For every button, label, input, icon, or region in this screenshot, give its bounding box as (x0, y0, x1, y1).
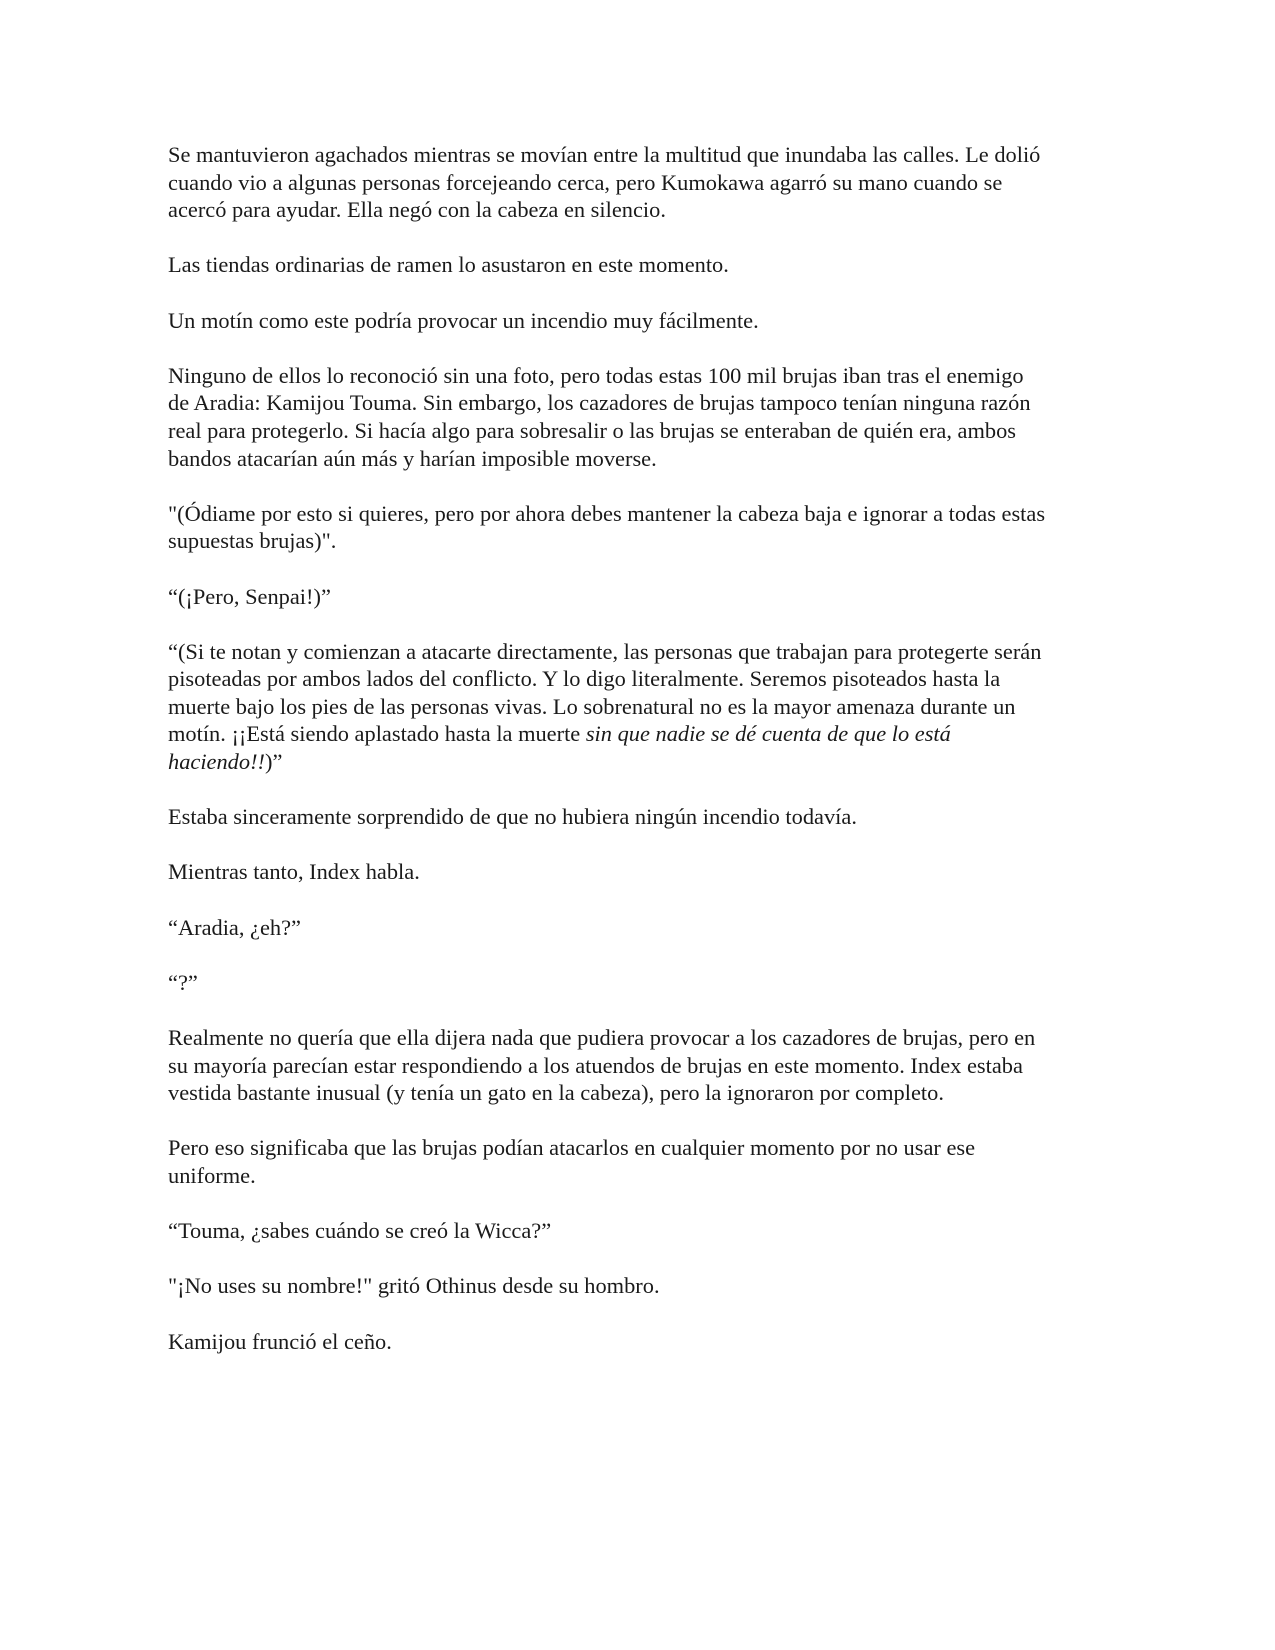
paragraph: “?” (168, 969, 198, 995)
paragraph: Pero eso significaba que las brujas podían atacarlos en cualquier momento por no usar ese uniforme. (168, 1135, 976, 1188)
paragraph: Mientras tanto, Index habla. (168, 859, 420, 885)
paragraph: Estaba sinceramente sorprendido de que no hubiera ningún incendio todavía. (168, 804, 857, 830)
paragraph: Ninguno de ellos lo reconoció sin una foto, pero todas estas 100 mil brujas iban tras el enemigo de Aradia: Kamijou Touma. Sin embargo, los cazadores de brujas tampoco tenían ninguna razón real para protegerlo. Si hacía algo para sobresalir o las brujas se enteraban de quién era, ambos bandos atacarían aún más y harían imposible moverse. (168, 362, 1031, 471)
paragraph: "(Ódiame por esto si quieres, pero por ahora debes mantener la cabeza baja e ignorar a todas estas supuestas brujas)". (168, 500, 1046, 554)
paragraph: “(¡Pero, Senpai!)” (168, 583, 331, 609)
paragraph: Se mantuvieron agachados mientras se movían entre la multitud que inundaba las calles. Le dolió cuando vio a algunas personas forcejeando cerca, pero Kumokawa agarró su mano cuando se acercó para ayudar. Ella negó con la cabeza en silencio. (168, 142, 1041, 223)
paragraph: Las tiendas ordinarias de ramen lo asustaron en este momento. (168, 252, 729, 278)
paragraph: “Touma, ¿sabes cuándo se creó la Wicca?” (168, 1218, 552, 1244)
paragraph: "¡No uses su nombre!" gritó Othinus desde su hombro. (168, 1273, 660, 1299)
paragraph-text-end: )” (265, 749, 283, 775)
paragraph: Realmente no quería que ella dijera nada que pudiera provocar a los cazadores de brujas, pero en su mayoría parecían estar respondiendo a los atuendos de brujas en este momento. Index estaba vestida bastante inusual (y tenía un gato en la cabeza), pero la ignoraron por completo. (168, 1025, 1036, 1106)
paragraph: “Aradia, ¿eh?” (168, 914, 301, 940)
document-page (168, 141, 1048, 1383)
paragraph (168, 638, 1048, 776)
paragraph: Un motín como este podría provocar un incendio muy fácilmente. (168, 307, 759, 333)
paragraph: Kamijou frunció el ceño. (168, 1328, 392, 1354)
italic-text: sin que nadie se dé cuenta de que lo está haciendo!! (168, 721, 951, 775)
paragraph-text: “(Si te notan y comienzan a atacarte directamente, las personas que trabajan para protegerte serán pisoteadas por ambos lados del conflicto. Y lo digo literalmente. Seremos pisoteados hasta la muerte bajo los pies de las personas vivas. Lo sobrenatural no es la mayor amenaza durante un motín. ¡¡Está siendo aplastado hasta la muerte (168, 638, 1042, 747)
